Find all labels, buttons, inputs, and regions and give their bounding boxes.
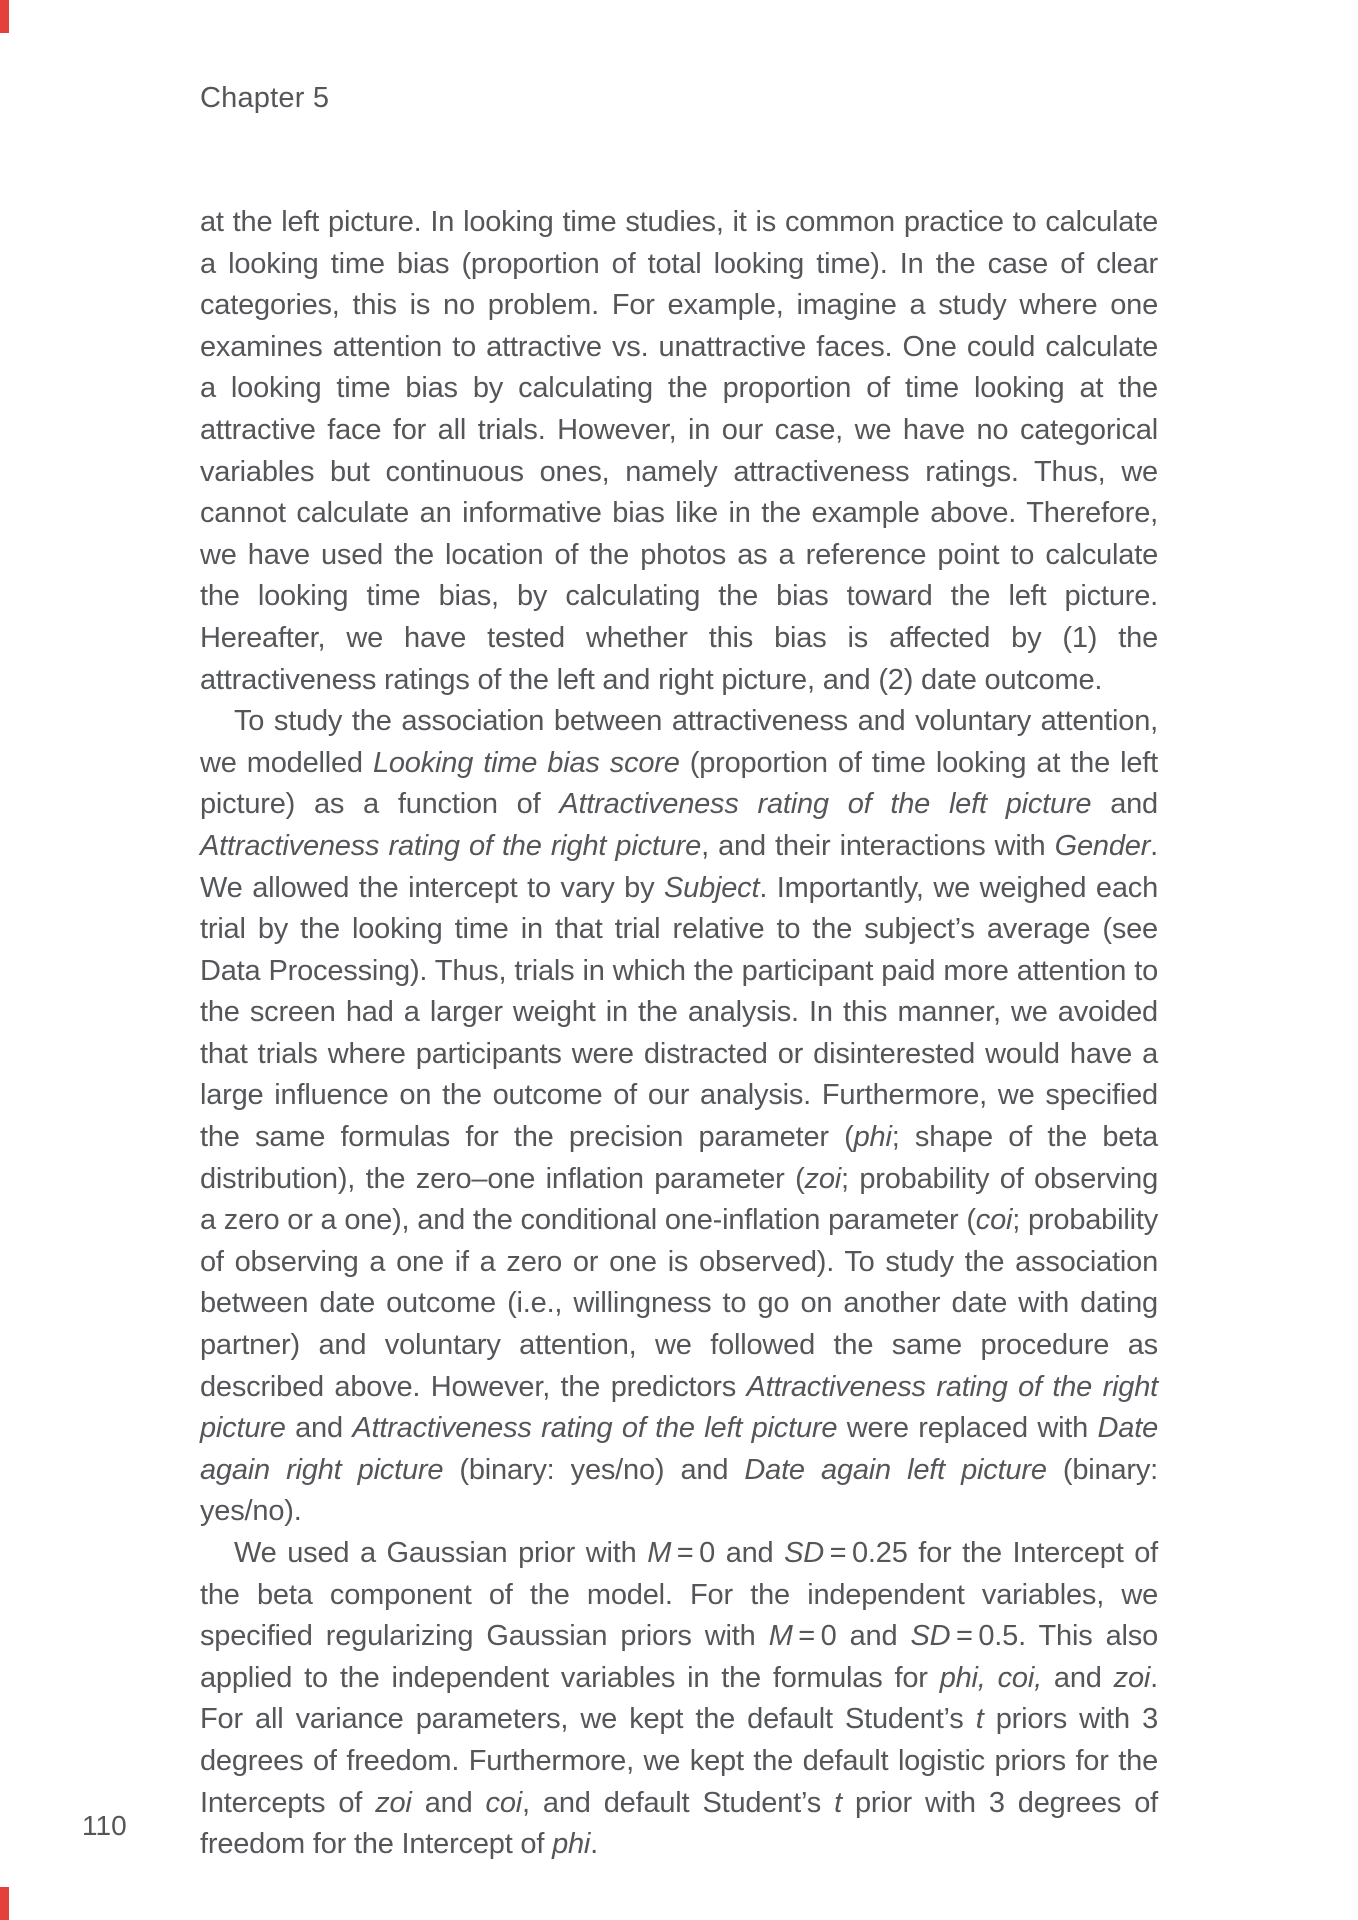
italic-term: SD [784,1537,825,1569]
italic-term: zoi [1113,1661,1151,1694]
text-run: . For all variance parameters, we kept the default Student’s [200,1661,1158,1736]
italic-term: phi, coi, [939,1661,1042,1694]
running-header: Chapter 5 [200,82,330,114]
text-run: ; probability of observing a zero or a one), and the conditional one-inflation parameter ( [200,1162,1158,1237]
italic-term: zoi [804,1162,842,1195]
text-run: and [411,1786,486,1819]
text-run: , and their interactions with [701,829,1055,862]
text-run: were replaced with [837,1412,1098,1445]
chapter-edge-mark-top [0,0,9,33]
italic-term: t [975,1703,984,1736]
chapter-edge-mark-bottom [0,1887,9,1920]
italic-term: coi [975,1204,1013,1237]
text-run: (binary: yes/no). [200,1453,1158,1528]
italic-term: zoi [375,1786,412,1819]
text-run: , and default Student’s [522,1786,835,1819]
text-run: priors with 3 degrees of freedom. Furthermore, we kept the default logistic priors for the Intercepts of [200,1703,1158,1819]
text-run: . We allowed the intercept to vary by [200,829,1159,904]
italic-term: Attractiveness rating of the left picture [352,1412,838,1445]
italic-term: Subject [664,871,760,904]
text-run: ; probability of observing a one if a zero or one is observed). To study the association between date outcome (i.e., willingness to go on another date with dating partner) and voluntary attention, we followed the same procedure as described above. However, the predictors [200,1204,1158,1403]
italic-term: Attractiveness rating of the right picture [200,1370,1158,1445]
text-run: We used a Gaussian prior with [234,1537,648,1569]
paragraph [200,1533,1158,1866]
italic-term: Attractiveness rating of the right picture [200,829,702,862]
text-run: (proportion of time looking at the left picture) as a function of [200,746,1158,821]
italic-term: SD [910,1620,951,1653]
text-run: = 0.5. This also applied to the independent variables in the formulas for [200,1620,1159,1694]
italic-term: phi [853,1121,892,1154]
text-run: To study the association between attractiveness and voluntary attention, we modelled [200,705,1158,779]
italic-term: Attractiveness rating of the left picture [559,788,1092,821]
text-run: ; shape of the beta distribution), the zero–one inflation parameter ( [200,1121,1158,1195]
italic-term: M [768,1620,793,1653]
page-number: 110 [82,1810,127,1841]
italic-term: M [647,1537,672,1569]
italic-term: Date again left picture [744,1453,1047,1486]
paragraph [200,701,1158,1533]
italic-term: Gender [1054,829,1151,862]
text-run: prior with 3 degrees of freedom for the Intercept of [200,1786,1159,1861]
body-text [200,202,1158,1866]
text-run: . [590,1828,599,1861]
italic-term: t [834,1786,842,1819]
italic-term: phi [552,1828,591,1861]
text-run: at the left picture. In looking time studies, it is common practice to calculate a looking time bias (proportion of total looking time). In the case of clear categories, this is no problem. For example, imagine a study where one examines attention to attractive vs. unattractive faces. One could calculate a looking time bias by calculating the proportion of time looking at the attractive face for all trials. However, in our case, we have no categorical variables but continuous ones, namely attractiveness ratings. Thus, we cannot calculate an informative bias like in the example above. Therefore, we have used the location of the photos as a reference point to calculate the looking time bias, by calculating the bias toward the left picture. Hereafter, we have tested whether this bias is affected by (1) the attractiveness ratings of the left and right picture, and (2) date outcome. [200,206,1158,696]
text-run: (binary: yes/no) and [443,1453,745,1486]
italic-term: Looking time bias score [372,746,680,779]
text-run: and [285,1412,353,1445]
text-run: = 0 and [671,1537,785,1569]
text-run: = 0 and [792,1620,911,1653]
paragraph [200,202,1158,701]
italic-term: coi [485,1786,523,1819]
text-run: = 0.25 for the Intercept of the beta component of the model. For the independent variables, we specified regularizing Gaussian priors with [200,1537,1159,1653]
text-run: . Importantly, we weighed each trial by the looking time in that trial relative to the subject’s average (see Data Processing). Thus, trials in which the participant paid more attention to the screen had a larger weight in the analysis. In this manner, we avoided that trials where participants were distracted or disinterested would have a large influence on the outcome of our analysis. Furthermore, we specified the same formulas for the precision parameter ( [200,871,1158,1154]
text-run: and [1091,788,1158,821]
text-run: and [1041,1661,1114,1694]
italic-term: Date again right picture [200,1412,1159,1486]
